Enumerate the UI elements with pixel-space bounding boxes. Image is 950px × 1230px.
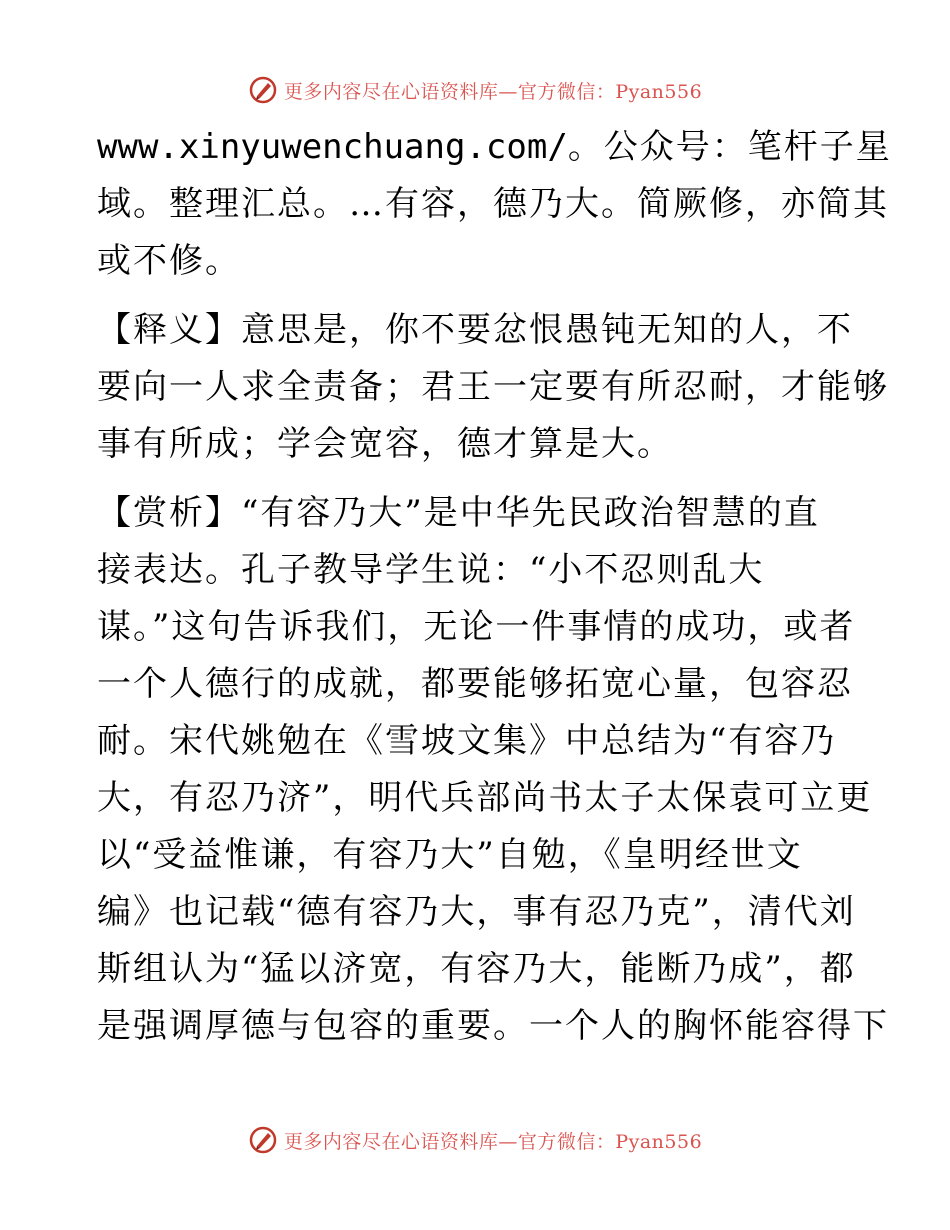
paragraph-gap — [97, 290, 857, 302]
text-line: 斯组认为“猛以济宽，有容乃大，能断乃成”，都 — [97, 949, 856, 989]
header-banner — [0, 70, 950, 110]
paragraph-source — [97, 119, 892, 290]
paragraph-appreciation — [97, 485, 889, 1055]
text-fragment: 。公众号：笔杆子星 — [567, 127, 892, 167]
text-line: 域。整理汇总。…有容，德乃大。简厥修，亦简其 — [97, 184, 889, 224]
footer-banner — [0, 1120, 950, 1160]
text-line: 一个人德行的成就，都要能够拓宽心量，包容忍 — [97, 664, 853, 704]
paragraph-gap — [97, 473, 857, 485]
text-line: 谋。”这句告诉我们，无论一件事情的成功，或者 — [97, 607, 856, 647]
text-line: 【释义】意思是，你不要忿恨愚钝无知的人，不 — [97, 310, 853, 350]
paragraph-explanation — [97, 302, 889, 473]
text-line: 大，有忍乃济”，明代兵部尚书太子太保袁可立更 — [97, 778, 873, 818]
text-line — [97, 119, 892, 176]
text-line: 编》也记载“德有容乃大，事有忍乃克”，清代刘 — [97, 892, 856, 932]
pen-logo-icon — [248, 1125, 278, 1155]
text-line: 或不修。 — [97, 241, 241, 281]
banner-text: 更多内容尽在心语资料库—官方微信：Pyan556 — [283, 1130, 703, 1153]
text-line: 以“受益惟谦，有容乃大”自勉，《皇明经世文 — [97, 835, 803, 875]
pen-logo-icon — [248, 75, 278, 105]
text-line: 接表达。孔子教导学生说：“小不忍则乱大 — [97, 550, 765, 590]
source-url: www.xinyuwenchuang.com/ — [97, 127, 568, 167]
text-line: 要向一人求全责备；君王一定要有所忍耐，才能够 — [97, 367, 889, 407]
banner-text: 更多内容尽在心语资料库—官方微信：Pyan556 — [283, 80, 703, 103]
text-line: 【赏析】“有容乃大”是中华先民政治智慧的直 — [97, 493, 820, 533]
document-body — [97, 119, 892, 1055]
text-line: 耐。宋代姚勉在《雪坡文集》中总结为“有容乃 — [97, 721, 837, 761]
text-line: 是强调厚德与包容的重要。一个人的胸怀能容得下 — [97, 1006, 889, 1046]
text-line: 事有所成；学会宽容，德才算是大。 — [97, 424, 673, 464]
